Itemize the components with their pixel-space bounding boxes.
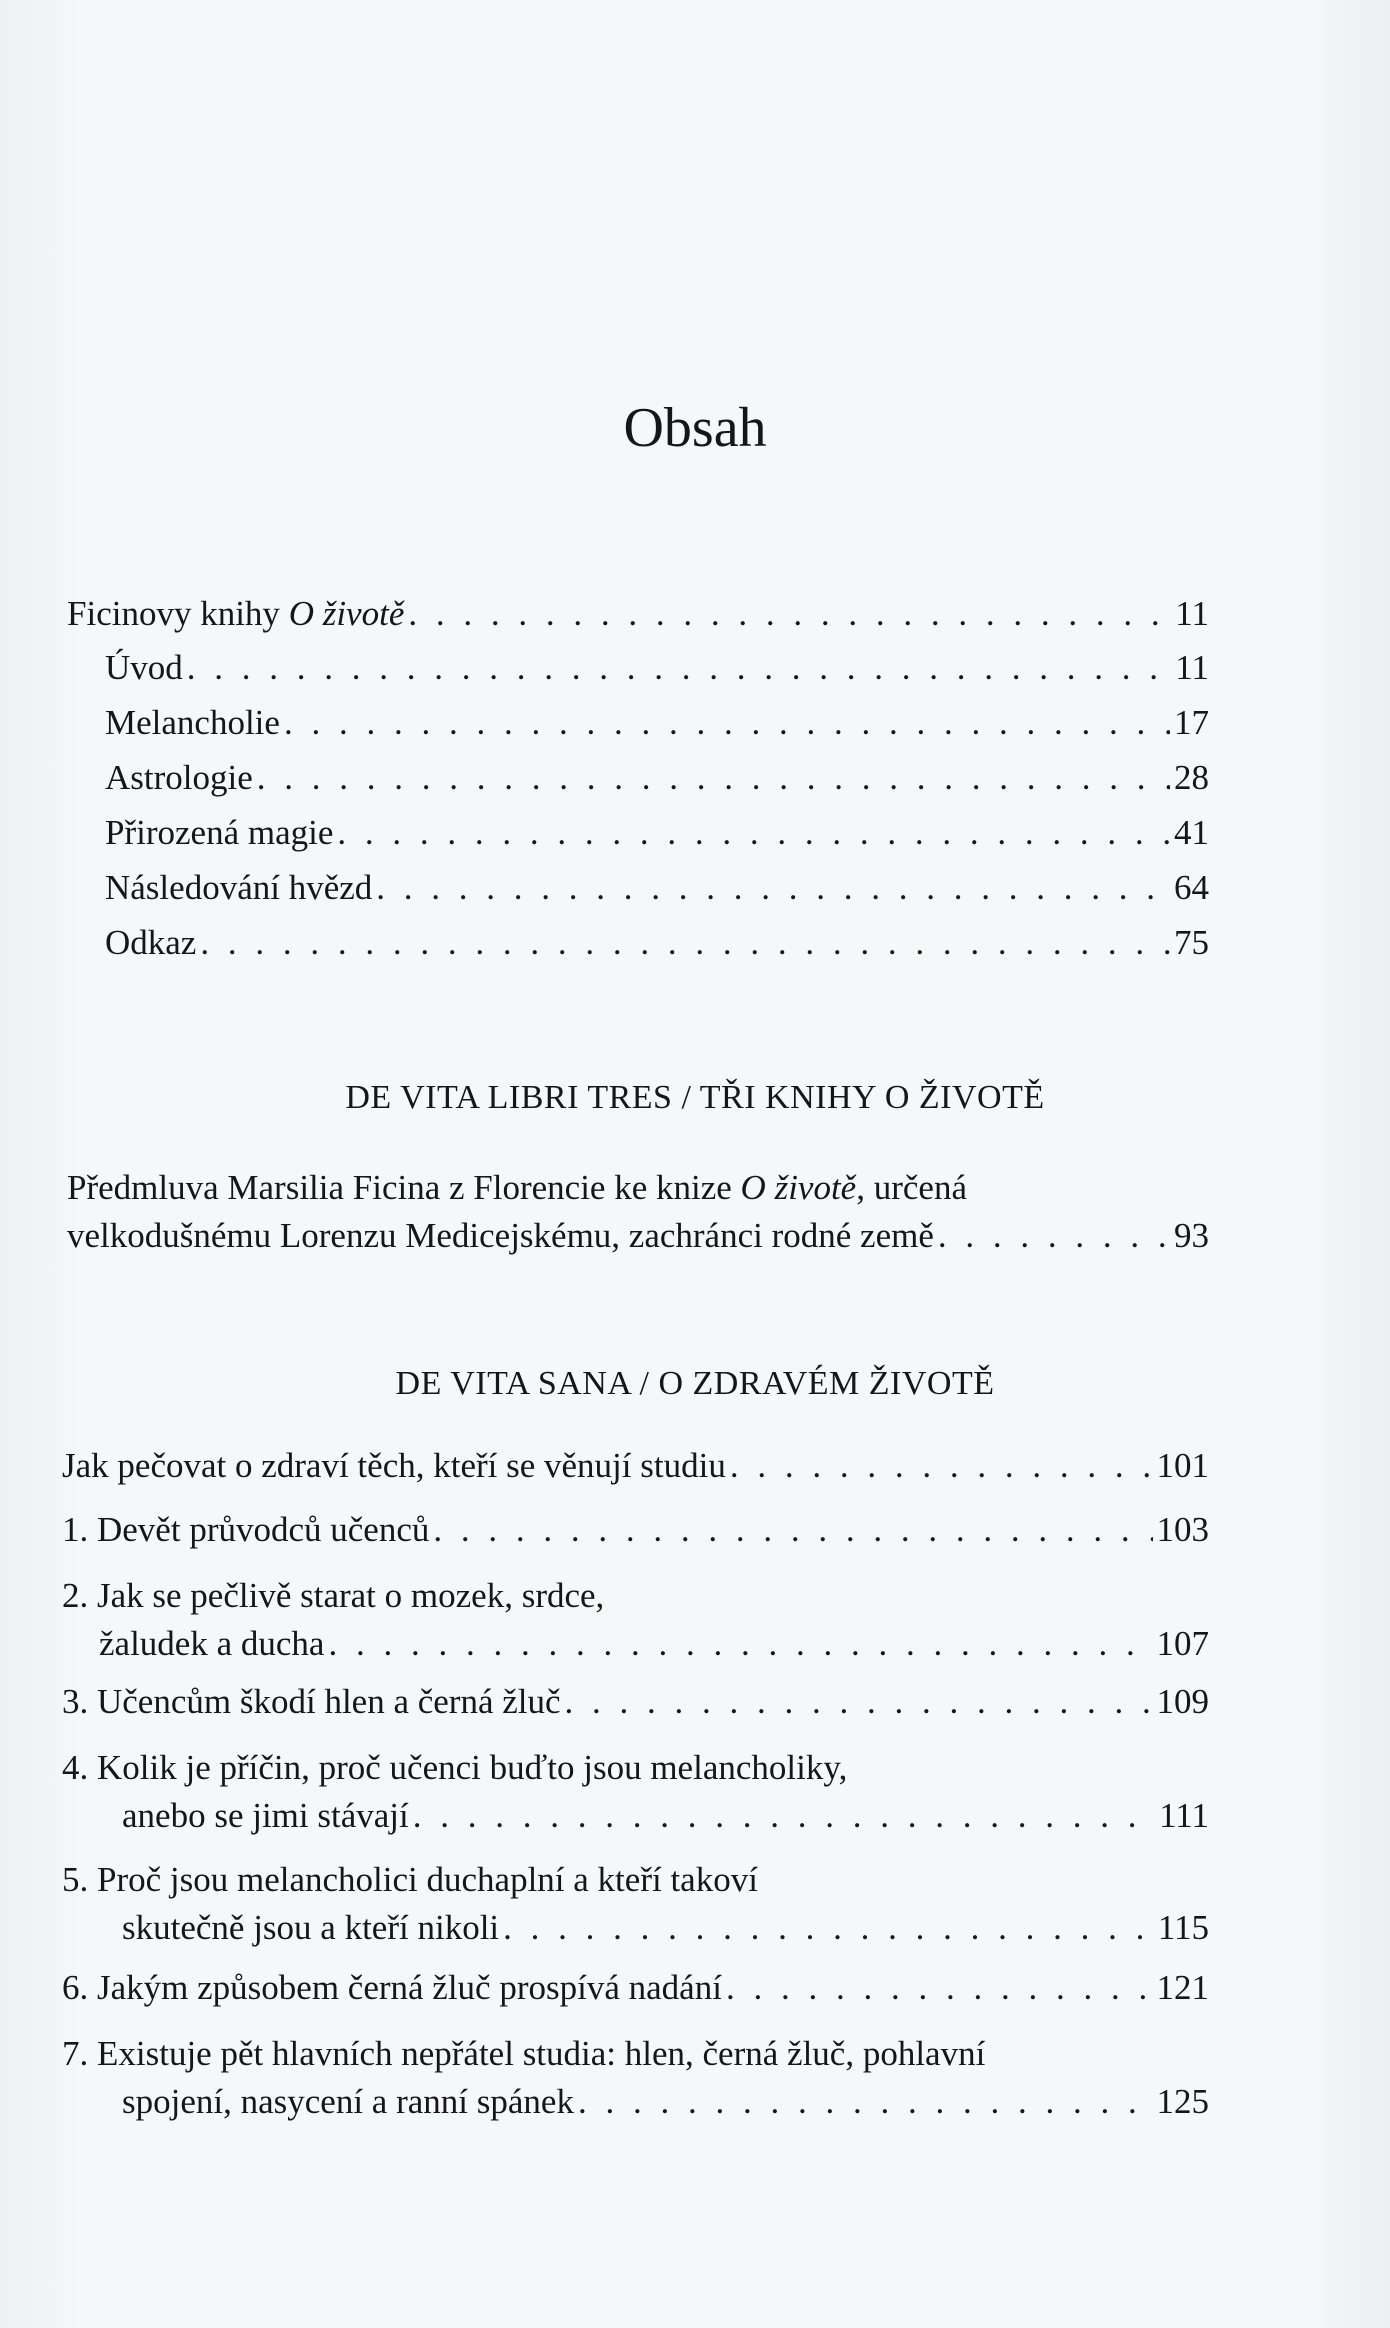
page-number: 41 xyxy=(1174,813,1209,852)
toc-entry-title: spojení, nasycení a ranní spánek xyxy=(122,2082,574,2121)
toc-entry-title-line1: 7. Existuje pět hlavních nepřátel studia: hlen, černá žluč, pohlavní xyxy=(62,2034,986,2073)
page-number: 103 xyxy=(1156,1510,1209,1549)
toc-entry xyxy=(122,1906,1209,1950)
toc-entry xyxy=(122,2080,1209,2124)
dot-leader xyxy=(200,921,1170,965)
toc-entry-title: Melancholie xyxy=(105,703,280,742)
toc-sub-entry xyxy=(105,811,1209,855)
dot-leader xyxy=(284,701,1170,745)
page-number: 111 xyxy=(1159,1796,1209,1835)
toc-sub-entry xyxy=(105,701,1209,745)
section-heading: DE VITA SANA / O ZDRAVÉM ŽIVOTĚ xyxy=(395,1365,995,1402)
page-number: 109 xyxy=(1156,1682,1209,1721)
toc-entry-title-line1: 4. Kolik je příčin, proč učenci buďto jsou melancholiky, xyxy=(62,1748,848,1787)
page-number: 101 xyxy=(1156,1446,1209,1485)
toc-entry-main xyxy=(67,592,1209,636)
dot-leader xyxy=(565,1680,1153,1724)
dot-leader xyxy=(337,811,1170,855)
toc-entry xyxy=(62,1444,1209,1488)
page-number: 28 xyxy=(1174,758,1209,797)
page-number: 115 xyxy=(1157,1908,1209,1947)
toc-entry xyxy=(99,1622,1209,1666)
toc-entry-title: Úvod xyxy=(105,648,183,687)
dot-leader xyxy=(187,646,1172,690)
toc-entry-title: anebo se jimi stávají xyxy=(122,1796,409,1835)
section-heading: DE VITA LIBRI TRES / TŘI KNIHY O ŽIVOTĚ xyxy=(345,1079,1045,1116)
dot-leader xyxy=(578,2080,1153,2124)
toc-entry-title: 3. Učencům škodí hlen a černá žluč xyxy=(62,1682,561,1721)
dot-leader xyxy=(433,1508,1152,1552)
preface-line-1: Předmluva Marsilia Ficina z Florencie ke knize O životě, určená xyxy=(67,1168,967,1207)
page-number: 75 xyxy=(1174,923,1209,962)
dot-leader xyxy=(938,1214,1170,1258)
dot-leader xyxy=(408,592,1171,636)
dot-leader xyxy=(503,1906,1154,1950)
dot-leader xyxy=(726,1966,1153,2010)
dot-leader xyxy=(328,1622,1152,1666)
page-number: 64 xyxy=(1174,868,1209,907)
toc-entry-title: 6. Jakým způsobem černá žluč prospívá nadání xyxy=(62,1968,722,2007)
toc-entry-title: Jak pečovat o zdraví těch, kteří se věnují studiu xyxy=(62,1446,726,1485)
toc-entry xyxy=(122,1794,1209,1838)
toc-entry-title: Odkaz xyxy=(105,923,197,962)
page-number: 125 xyxy=(1156,2082,1209,2121)
dot-leader xyxy=(257,756,1170,800)
page-number: 11 xyxy=(1175,594,1209,633)
toc-entry-title: velkodušnému Lorenzu Medicejskému, zachránci rodné země xyxy=(67,1216,934,1255)
dot-leader xyxy=(730,1444,1153,1488)
toc-entry-title-line1: 2. Jak se pečlivě starat o mozek, srdce, xyxy=(62,1576,605,1615)
page-number: 121 xyxy=(1156,1968,1209,2007)
toc-entry xyxy=(62,1680,1209,1724)
toc-entry-title: Přirozená magie xyxy=(105,813,334,852)
toc-sub-entry xyxy=(105,756,1209,800)
toc-entry-title: Následování hvězd xyxy=(105,868,373,907)
toc-entry-title: žaludek a ducha xyxy=(99,1624,325,1663)
dot-leader xyxy=(413,1794,1155,1838)
page-number: 17 xyxy=(1174,703,1209,742)
page-title: Obsah xyxy=(623,397,767,459)
toc-entry xyxy=(62,1508,1209,1552)
toc-entry-title: skutečně jsou a kteří nikoli xyxy=(122,1908,500,1947)
toc-entry-preface xyxy=(67,1214,1209,1258)
page-number: 93 xyxy=(1174,1216,1209,1255)
toc-entry xyxy=(62,1966,1209,2010)
toc-sub-entry xyxy=(105,866,1209,910)
toc-sub-entry xyxy=(105,646,1209,690)
toc-entry-title: Astrologie xyxy=(105,758,253,797)
page-number: 107 xyxy=(1156,1624,1209,1663)
dot-leader xyxy=(376,866,1170,910)
toc-entry-title: 1. Devět průvodců učenců xyxy=(62,1510,430,1549)
toc-entry-title-line1: 5. Proč jsou melancholici duchaplní a kteří takoví xyxy=(62,1860,758,1899)
toc-entry-title: Ficinovy knihy O životě xyxy=(67,594,405,633)
toc-sub-entry xyxy=(105,921,1209,965)
page-number: 11 xyxy=(1175,648,1209,687)
